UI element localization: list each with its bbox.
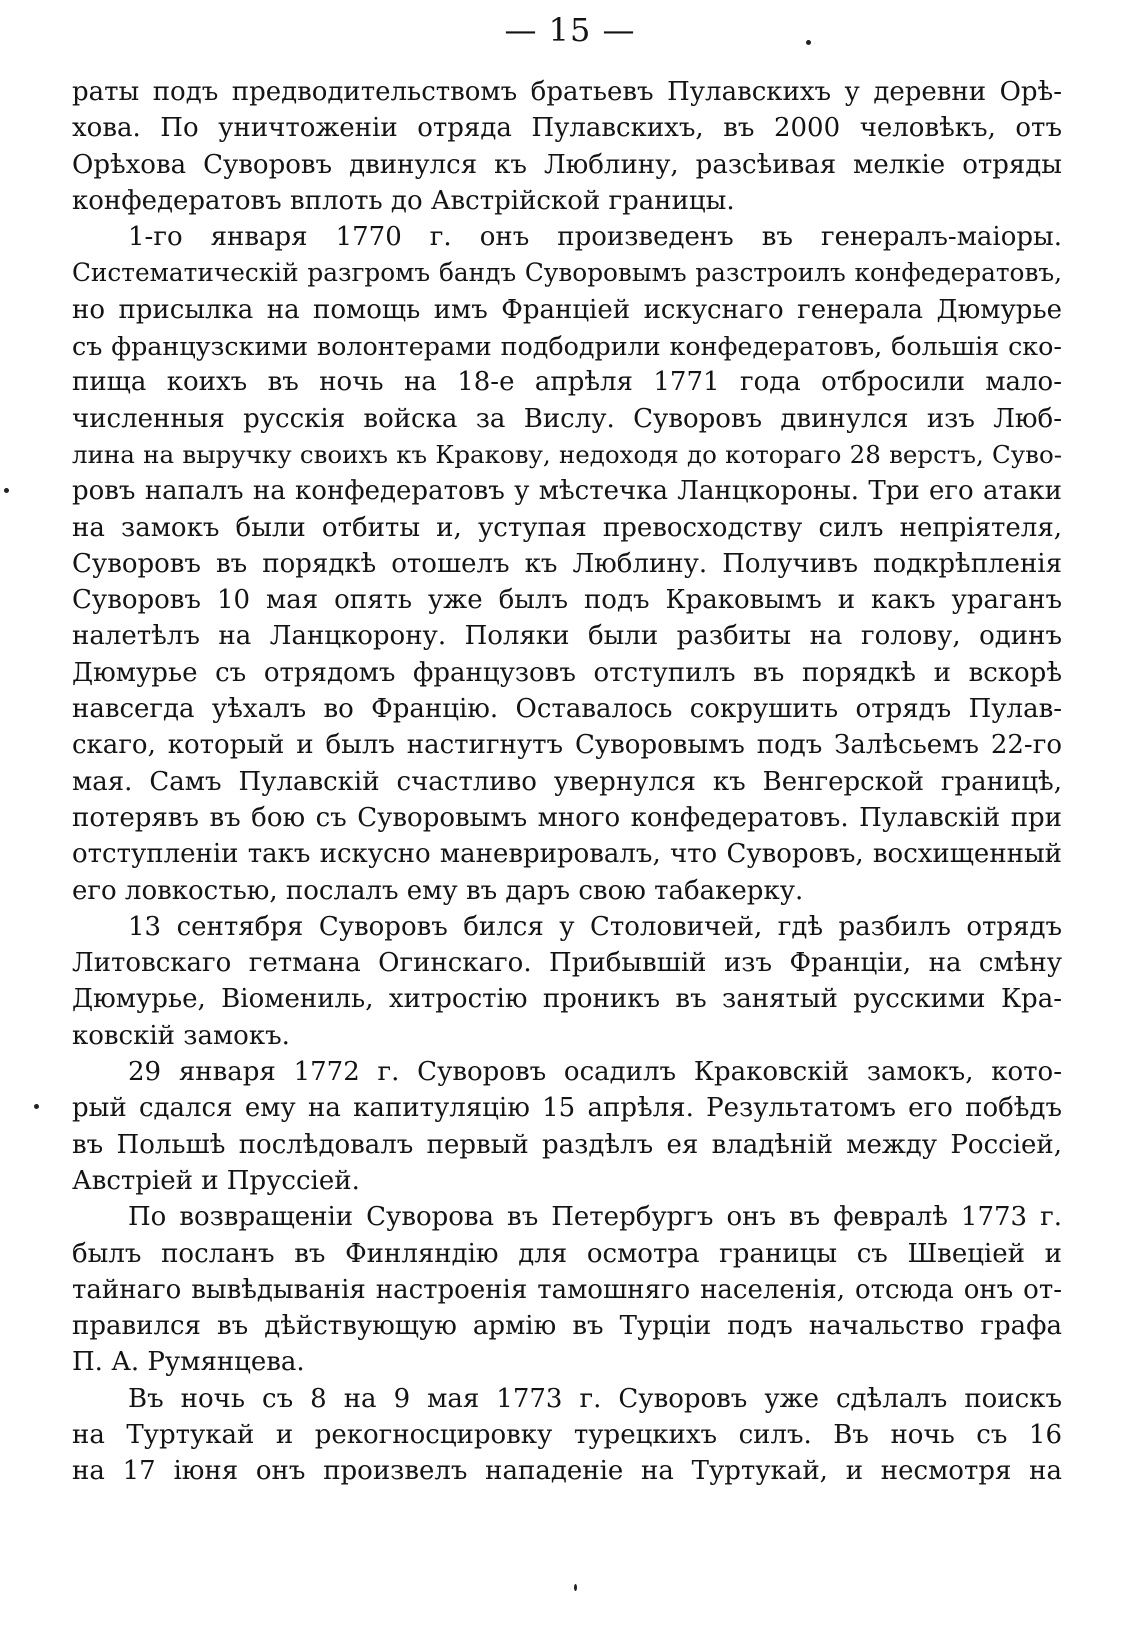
text-line: лина на выручку своихъ къ Кракову, недоходя до котораго 28 верстъ, Суво- xyxy=(72,439,1062,469)
text-line: 29 января 1772 г. Суворовъ осадилъ Краковскій замокъ, кото- xyxy=(128,1057,1062,1088)
text-line: на 17 іюня онъ произвелъ нападеніе на Туртукай, и несмотря на xyxy=(72,1456,1062,1487)
text-line: мая. Самъ Пулавскій счастливо увернулся къ Венгерской границѣ, xyxy=(72,766,1062,797)
text-line: Суворовъ 10 мая опять уже былъ подъ Краковымъ и какъ ураганъ xyxy=(72,585,1062,616)
text-line: потерявъ въ бою съ Суворовымъ много конфедератовъ. Пулавскій при xyxy=(72,802,1062,833)
text-line: конфедератовъ вплоть до Австрійской границы. xyxy=(72,185,735,216)
body-text xyxy=(72,74,1062,1490)
text-line: Литовскаго гетмана Огинскаго. Прибывшій изъ Франціи, на смѣну xyxy=(72,948,1062,979)
text-line: пища коихъ въ ночь на 18-е апрѣля 1771 года отбросили мало- xyxy=(72,367,1062,398)
text-line: Суворовъ въ порядкѣ отошелъ къ Люблину. Получивъ подкрѣпленія xyxy=(72,548,1062,579)
text-line: ковскій замокъ. xyxy=(72,1020,290,1051)
text-line: правился въ дѣйствующую армію въ Турціи подъ начальство графа xyxy=(72,1311,1062,1342)
text-line: ровъ напалъ на конфедератовъ у мѣстечка Ланцкороны. Три его атаки xyxy=(72,476,1062,507)
text-line: его ловкостью, послалъ ему въ даръ свою табакерку. xyxy=(72,875,804,906)
text-line: Австріей и Пруссіей. xyxy=(72,1165,360,1196)
text-line: съ французскими волонтерами подбодрили конфедератовъ, большія ско- xyxy=(72,331,1062,362)
text-line: на замокъ были отбиты и, уступая превосходству силъ непріятеля, xyxy=(72,512,1062,543)
text-line: численныя русскія войска за Вислу. Суворовъ двинулся изъ Люб- xyxy=(72,403,1062,434)
text-line: Дюмурье съ отрядомъ французовъ отступилъ въ порядкѣ и вскорѣ xyxy=(72,657,1062,688)
text-line: Орѣхова Суворовъ двинулся къ Люблину, разсѣивая мелкіе отряды xyxy=(72,149,1062,180)
text-line: Дюмурье, Віомениль, хитростію проникъ въ занятый русскими Кра- xyxy=(72,984,1062,1015)
print-speck xyxy=(34,1104,39,1109)
text-line: навсегда уѣхалъ во Францію. Оставалось сокрушить отрядъ Пулав- xyxy=(72,694,1062,725)
text-line: По возвращеніи Суворова въ Петербургъ онъ въ февралѣ 1773 г. xyxy=(128,1202,1062,1233)
text-line: 1-го января 1770 г. онъ произведенъ въ генералъ-маіоры. xyxy=(128,222,1062,253)
text-line: рый сдался ему на капитуляцію 15 апрѣля. Результатомъ его побѣдъ xyxy=(72,1093,1062,1124)
text-line: отступленіи такъ искусно маневрировалъ, что Суворовъ, восхищенный xyxy=(72,839,1062,870)
text-line: Въ ночь съ 8 на 9 мая 1773 г. Суворовъ уже сдѣлалъ поискъ xyxy=(128,1383,1062,1414)
text-line: хова. По уничтоженіи отряда Пулавскихъ, въ 2000 человѣкъ, отъ xyxy=(72,113,1062,144)
print-speck xyxy=(4,488,9,493)
text-line: 13 сентября Суворовъ бился у Столовичей, гдѣ разбилъ отрядъ xyxy=(128,911,1062,942)
text-line: былъ посланъ въ Финляндію для осмотра границы съ Швеціей и xyxy=(72,1238,1062,1269)
text-line: раты подъ предводительствомъ братьевъ Пулавскихъ у деревни Орѣ- xyxy=(72,77,1062,107)
print-speck xyxy=(574,1584,577,1591)
text-line: но присылка на помощь имъ Франціей искуснаго генерала Дюмурье xyxy=(72,294,1062,325)
text-line: скаго, который и былъ настигнутъ Суворовымъ подъ Залѣсьемъ 22-го xyxy=(72,730,1062,761)
text-line: налетѣлъ на Ланцкорону. Поляки были разбиты на голову, одинъ xyxy=(72,621,1062,652)
text-line: П. А. Румянцева. xyxy=(72,1347,305,1378)
text-line: въ Польшѣ послѣдовалъ первый раздѣлъ ея владѣній между Россіей, xyxy=(72,1129,1062,1160)
page-number: — 15 — xyxy=(504,11,636,49)
text-line: тайнаго вывѣдыванія настроенія тамошняго населенія, отсюда онъ от- xyxy=(72,1274,1062,1305)
text-line: Систематическій разгромъ бандъ Суворовымъ разстроилъ конфедератовъ, xyxy=(72,258,1062,288)
text-line: на Туртукай и рекогносцировку турецкихъ силъ. Въ ночь съ 16 xyxy=(72,1419,1062,1450)
print-speck xyxy=(806,40,811,45)
